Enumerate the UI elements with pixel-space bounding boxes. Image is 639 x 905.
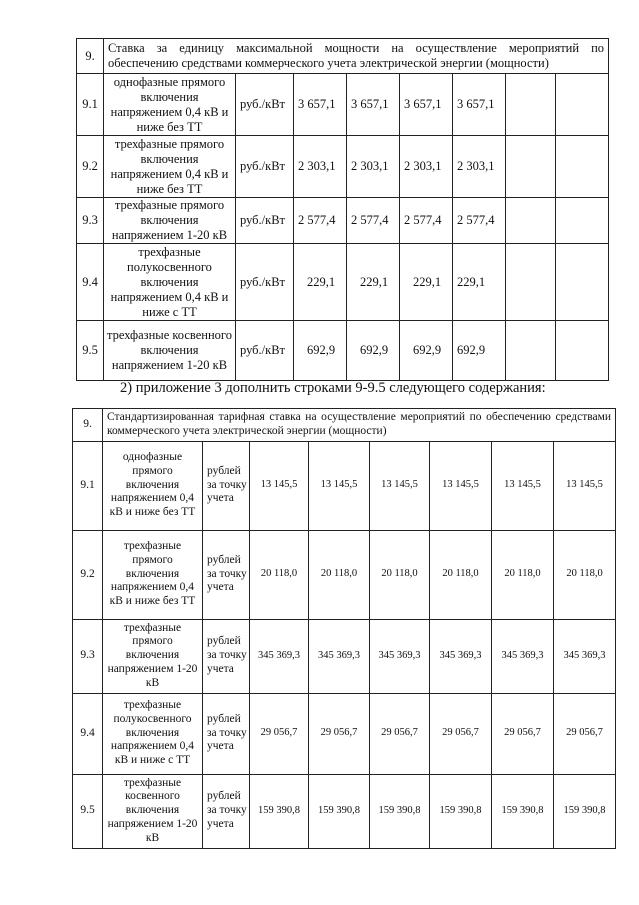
- row-value: 3 657,1: [294, 74, 347, 136]
- row-index: 9.2: [73, 530, 103, 619]
- row-index: 9.5: [77, 321, 104, 381]
- empty-cell: [506, 74, 556, 136]
- row-index: 9.2: [77, 136, 104, 198]
- row-index: 9.3: [77, 198, 104, 244]
- row-value: 3 657,1: [400, 74, 453, 136]
- row-value: 13 145,5: [430, 441, 492, 530]
- row-index: 9.5: [73, 774, 103, 848]
- empty-cell: [556, 198, 609, 244]
- row-value: 2 577,4: [453, 198, 506, 244]
- table-row: [73, 441, 616, 530]
- row-unit: руб./кВт: [236, 136, 294, 198]
- row-value: 2 577,4: [347, 198, 400, 244]
- row-value: 2 303,1: [347, 136, 400, 198]
- row-unit: руб./кВт: [236, 74, 294, 136]
- row-value: 20 118,0: [430, 530, 492, 619]
- row-value: 692,9: [294, 321, 347, 381]
- row-value: 692,9: [453, 321, 506, 381]
- row-value: 345 369,3: [309, 619, 370, 693]
- row-value: 13 145,5: [492, 441, 554, 530]
- row-value: 20 118,0: [250, 530, 309, 619]
- row-unit: руб./кВт: [236, 198, 294, 244]
- table-row: [73, 693, 616, 774]
- row-description: однофазные прямого включения напряжением 0,4 кВ и ниже без ТТ: [103, 441, 203, 530]
- amendment-paragraph: 2) приложение 3 дополнить строками 9-9.5 следующего содержания:: [120, 380, 546, 396]
- row-value: 20 118,0: [370, 530, 430, 619]
- row-description: однофазные прямого включения напряжением 0,4 кВ и ниже без ТТ: [104, 74, 236, 136]
- table-row: [73, 619, 616, 693]
- row-unit: рублей за точку учета: [203, 774, 250, 848]
- table-header-row: [73, 409, 616, 442]
- row-value: 692,9: [347, 321, 400, 381]
- row-value: 692,9: [400, 321, 453, 381]
- header-number: 9.: [73, 409, 103, 442]
- row-value: 229,1: [347, 244, 400, 321]
- row-description: трехфазные косвенного включения напряжением 1-20 кВ: [104, 321, 236, 381]
- row-value: 29 056,7: [370, 693, 430, 774]
- row-value: 229,1: [294, 244, 347, 321]
- table-row: [77, 198, 609, 244]
- empty-cell: [506, 244, 556, 321]
- row-value: 2 303,1: [400, 136, 453, 198]
- header-text: Ставка за единицу максимальной мощности на осуществление мероприятий по обеспечению средствами коммерческого учета электрической энергии (мощности): [104, 39, 609, 74]
- empty-cell: [556, 321, 609, 381]
- row-value: 13 145,5: [250, 441, 309, 530]
- power-rate-table: [76, 38, 609, 381]
- table-row: [73, 530, 616, 619]
- row-index: 9.3: [73, 619, 103, 693]
- row-value: 20 118,0: [554, 530, 616, 619]
- row-value: 2 577,4: [294, 198, 347, 244]
- table-row: [77, 74, 609, 136]
- row-value: 29 056,7: [309, 693, 370, 774]
- row-value: 345 369,3: [250, 619, 309, 693]
- table-row: [73, 774, 616, 848]
- row-value: 29 056,7: [430, 693, 492, 774]
- row-value: 20 118,0: [492, 530, 554, 619]
- row-value: 159 390,8: [250, 774, 309, 848]
- row-description: трехфазные прямого включения напряжением 0,4 кВ и ниже без ТТ: [104, 136, 236, 198]
- empty-cell: [556, 244, 609, 321]
- row-unit: рублей за точку учета: [203, 530, 250, 619]
- row-unit: рублей за точку учета: [203, 441, 250, 530]
- row-description: трехфазные косвенного включения напряжением 1-20 кВ: [103, 774, 203, 848]
- row-value: 159 390,8: [430, 774, 492, 848]
- row-value: 29 056,7: [554, 693, 616, 774]
- row-value: 2 303,1: [453, 136, 506, 198]
- row-value: 159 390,8: [309, 774, 370, 848]
- table-row: [77, 244, 609, 321]
- row-unit: рублей за точку учета: [203, 619, 250, 693]
- row-value: 345 369,3: [492, 619, 554, 693]
- row-unit: руб./кВт: [236, 244, 294, 321]
- row-description: трехфазные прямого включения напряжением 0,4 кВ и ниже без ТТ: [103, 530, 203, 619]
- row-value: 159 390,8: [492, 774, 554, 848]
- row-value: 29 056,7: [492, 693, 554, 774]
- row-value: 2 303,1: [294, 136, 347, 198]
- header-text: Стандартизированная тарифная ставка на осуществление мероприятий по обеспечению средствами коммерческого учета электрической энергии (мощности): [103, 409, 616, 442]
- row-value: 20 118,0: [309, 530, 370, 619]
- row-index: 9.4: [77, 244, 104, 321]
- row-unit: руб./кВт: [236, 321, 294, 381]
- row-value: 345 369,3: [370, 619, 430, 693]
- row-value: 13 145,5: [554, 441, 616, 530]
- row-description: трехфазные полукосвенного включения напряжением 0,4 кВ и ниже с ТТ: [103, 693, 203, 774]
- row-value: 2 577,4: [400, 198, 453, 244]
- row-value: 229,1: [400, 244, 453, 321]
- row-description: трехфазные прямого включения напряжением 1-20 кВ: [104, 198, 236, 244]
- row-index: 9.1: [73, 441, 103, 530]
- table-row: [77, 321, 609, 381]
- table-header-row: [77, 39, 609, 74]
- row-value: 3 657,1: [347, 74, 400, 136]
- row-index: 9.4: [73, 693, 103, 774]
- row-value: 29 056,7: [250, 693, 309, 774]
- standard-rate-table: [72, 408, 616, 849]
- row-description: трехфазные полукосвенного включения напряжением 0,4 кВ и ниже с ТТ: [104, 244, 236, 321]
- empty-cell: [556, 136, 609, 198]
- row-value: 159 390,8: [370, 774, 430, 848]
- header-number: 9.: [77, 39, 104, 74]
- empty-cell: [556, 74, 609, 136]
- table-row: [77, 136, 609, 198]
- row-value: 345 369,3: [554, 619, 616, 693]
- empty-cell: [506, 321, 556, 381]
- row-index: 9.1: [77, 74, 104, 136]
- row-value: 159 390,8: [554, 774, 616, 848]
- row-unit: рублей за точку учета: [203, 693, 250, 774]
- row-value: 3 657,1: [453, 74, 506, 136]
- row-value: 13 145,5: [309, 441, 370, 530]
- row-value: 345 369,3: [430, 619, 492, 693]
- row-value: 229,1: [453, 244, 506, 321]
- row-value: 13 145,5: [370, 441, 430, 530]
- empty-cell: [506, 198, 556, 244]
- row-description: трехфазные прямого включения напряжением 1-20 кВ: [103, 619, 203, 693]
- empty-cell: [506, 136, 556, 198]
